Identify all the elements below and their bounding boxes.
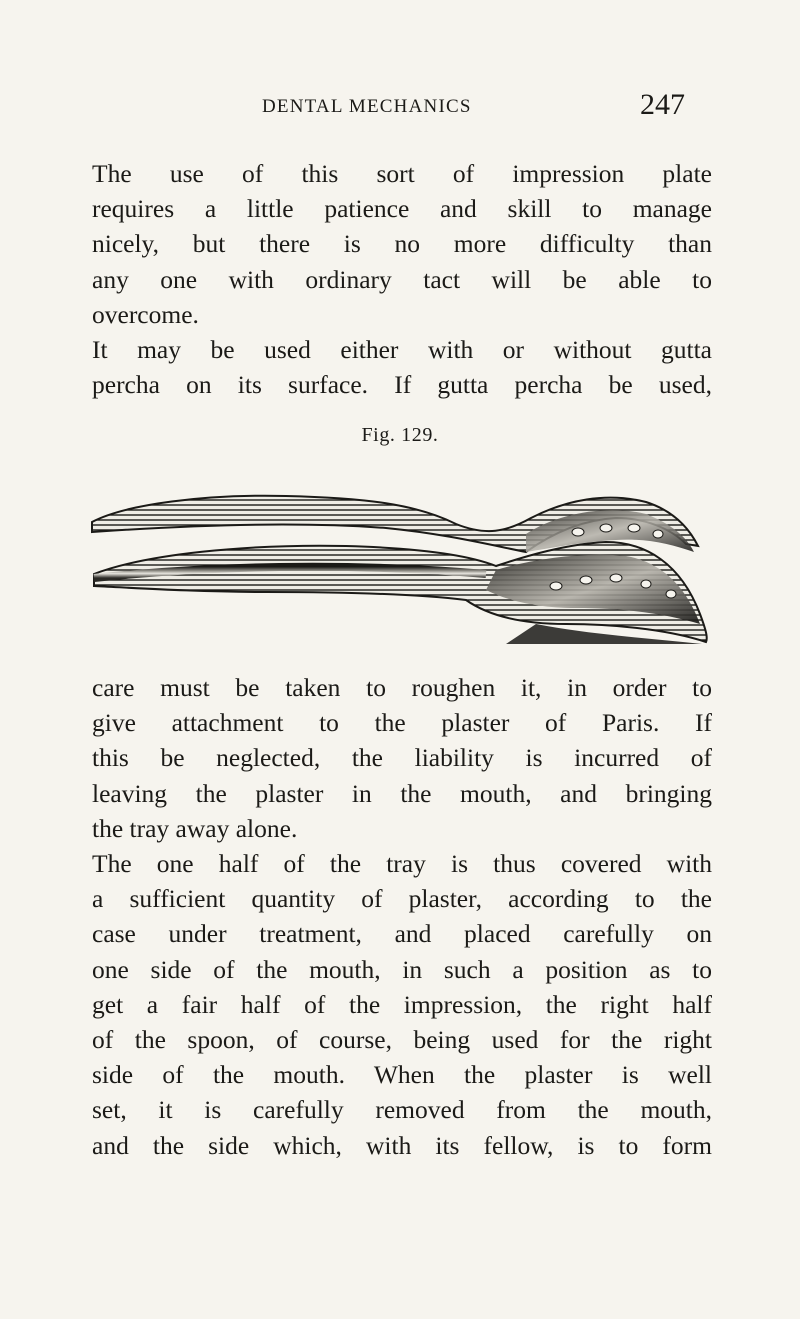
text-line: percha on its surface. If gutta percha be used,: [92, 370, 712, 400]
figure-caption: Fig. 129.: [361, 424, 439, 446]
paragraph-1: [92, 156, 712, 332]
text-line: this be neglected, the liability is incurred of: [92, 743, 712, 773]
text-line: any one with ordinary tact will be able to: [92, 264, 712, 294]
text-line: nicely, but there is no more difficulty than: [92, 229, 712, 259]
text-line: case under treatment, and placed carefully on: [92, 919, 712, 949]
text-line: It may be used either with or without gutta: [92, 335, 712, 364]
page-number: 247: [640, 88, 685, 121]
text-line: get a fair half of the impression, the right half: [92, 989, 712, 1019]
lower-tray-shape: [94, 542, 707, 644]
text-line: the tray away alone.: [92, 813, 298, 843]
text-line: and the side which, with its fellow, is to form: [92, 1130, 712, 1160]
impression-tray-illustration: [86, 474, 712, 644]
text-line: set, it is carefully removed from the mouth,: [92, 1095, 712, 1125]
text-line: leaving the plaster in the mouth, and bringing: [92, 778, 712, 808]
text-line: of the spoon, of course, being used for the right: [92, 1025, 712, 1055]
paragraph-3: [92, 670, 712, 846]
text-line: The use of this sort of impression plate: [92, 159, 712, 188]
text-line: requires a little patience and skill to manage: [92, 194, 712, 224]
text-line: care must be taken to roughen it, in order to: [92, 673, 712, 702]
paragraph-2: [92, 332, 712, 402]
text-line: overcome.: [92, 299, 199, 329]
text-line: side of the mouth. When the plaster is well: [92, 1060, 712, 1090]
page-header: [0, 88, 800, 128]
text-line: a sufficient quantity of plaster, according to the: [92, 884, 712, 914]
text-line: The one half of the tray is thus covered with: [92, 849, 712, 878]
text-line: one side of the mouth, in such a position as to: [92, 954, 712, 984]
running-title: DENTAL MECHANICS: [262, 96, 472, 117]
text-line: give attachment to the plaster of Paris. If: [92, 708, 712, 738]
paragraph-4: [92, 846, 712, 1163]
